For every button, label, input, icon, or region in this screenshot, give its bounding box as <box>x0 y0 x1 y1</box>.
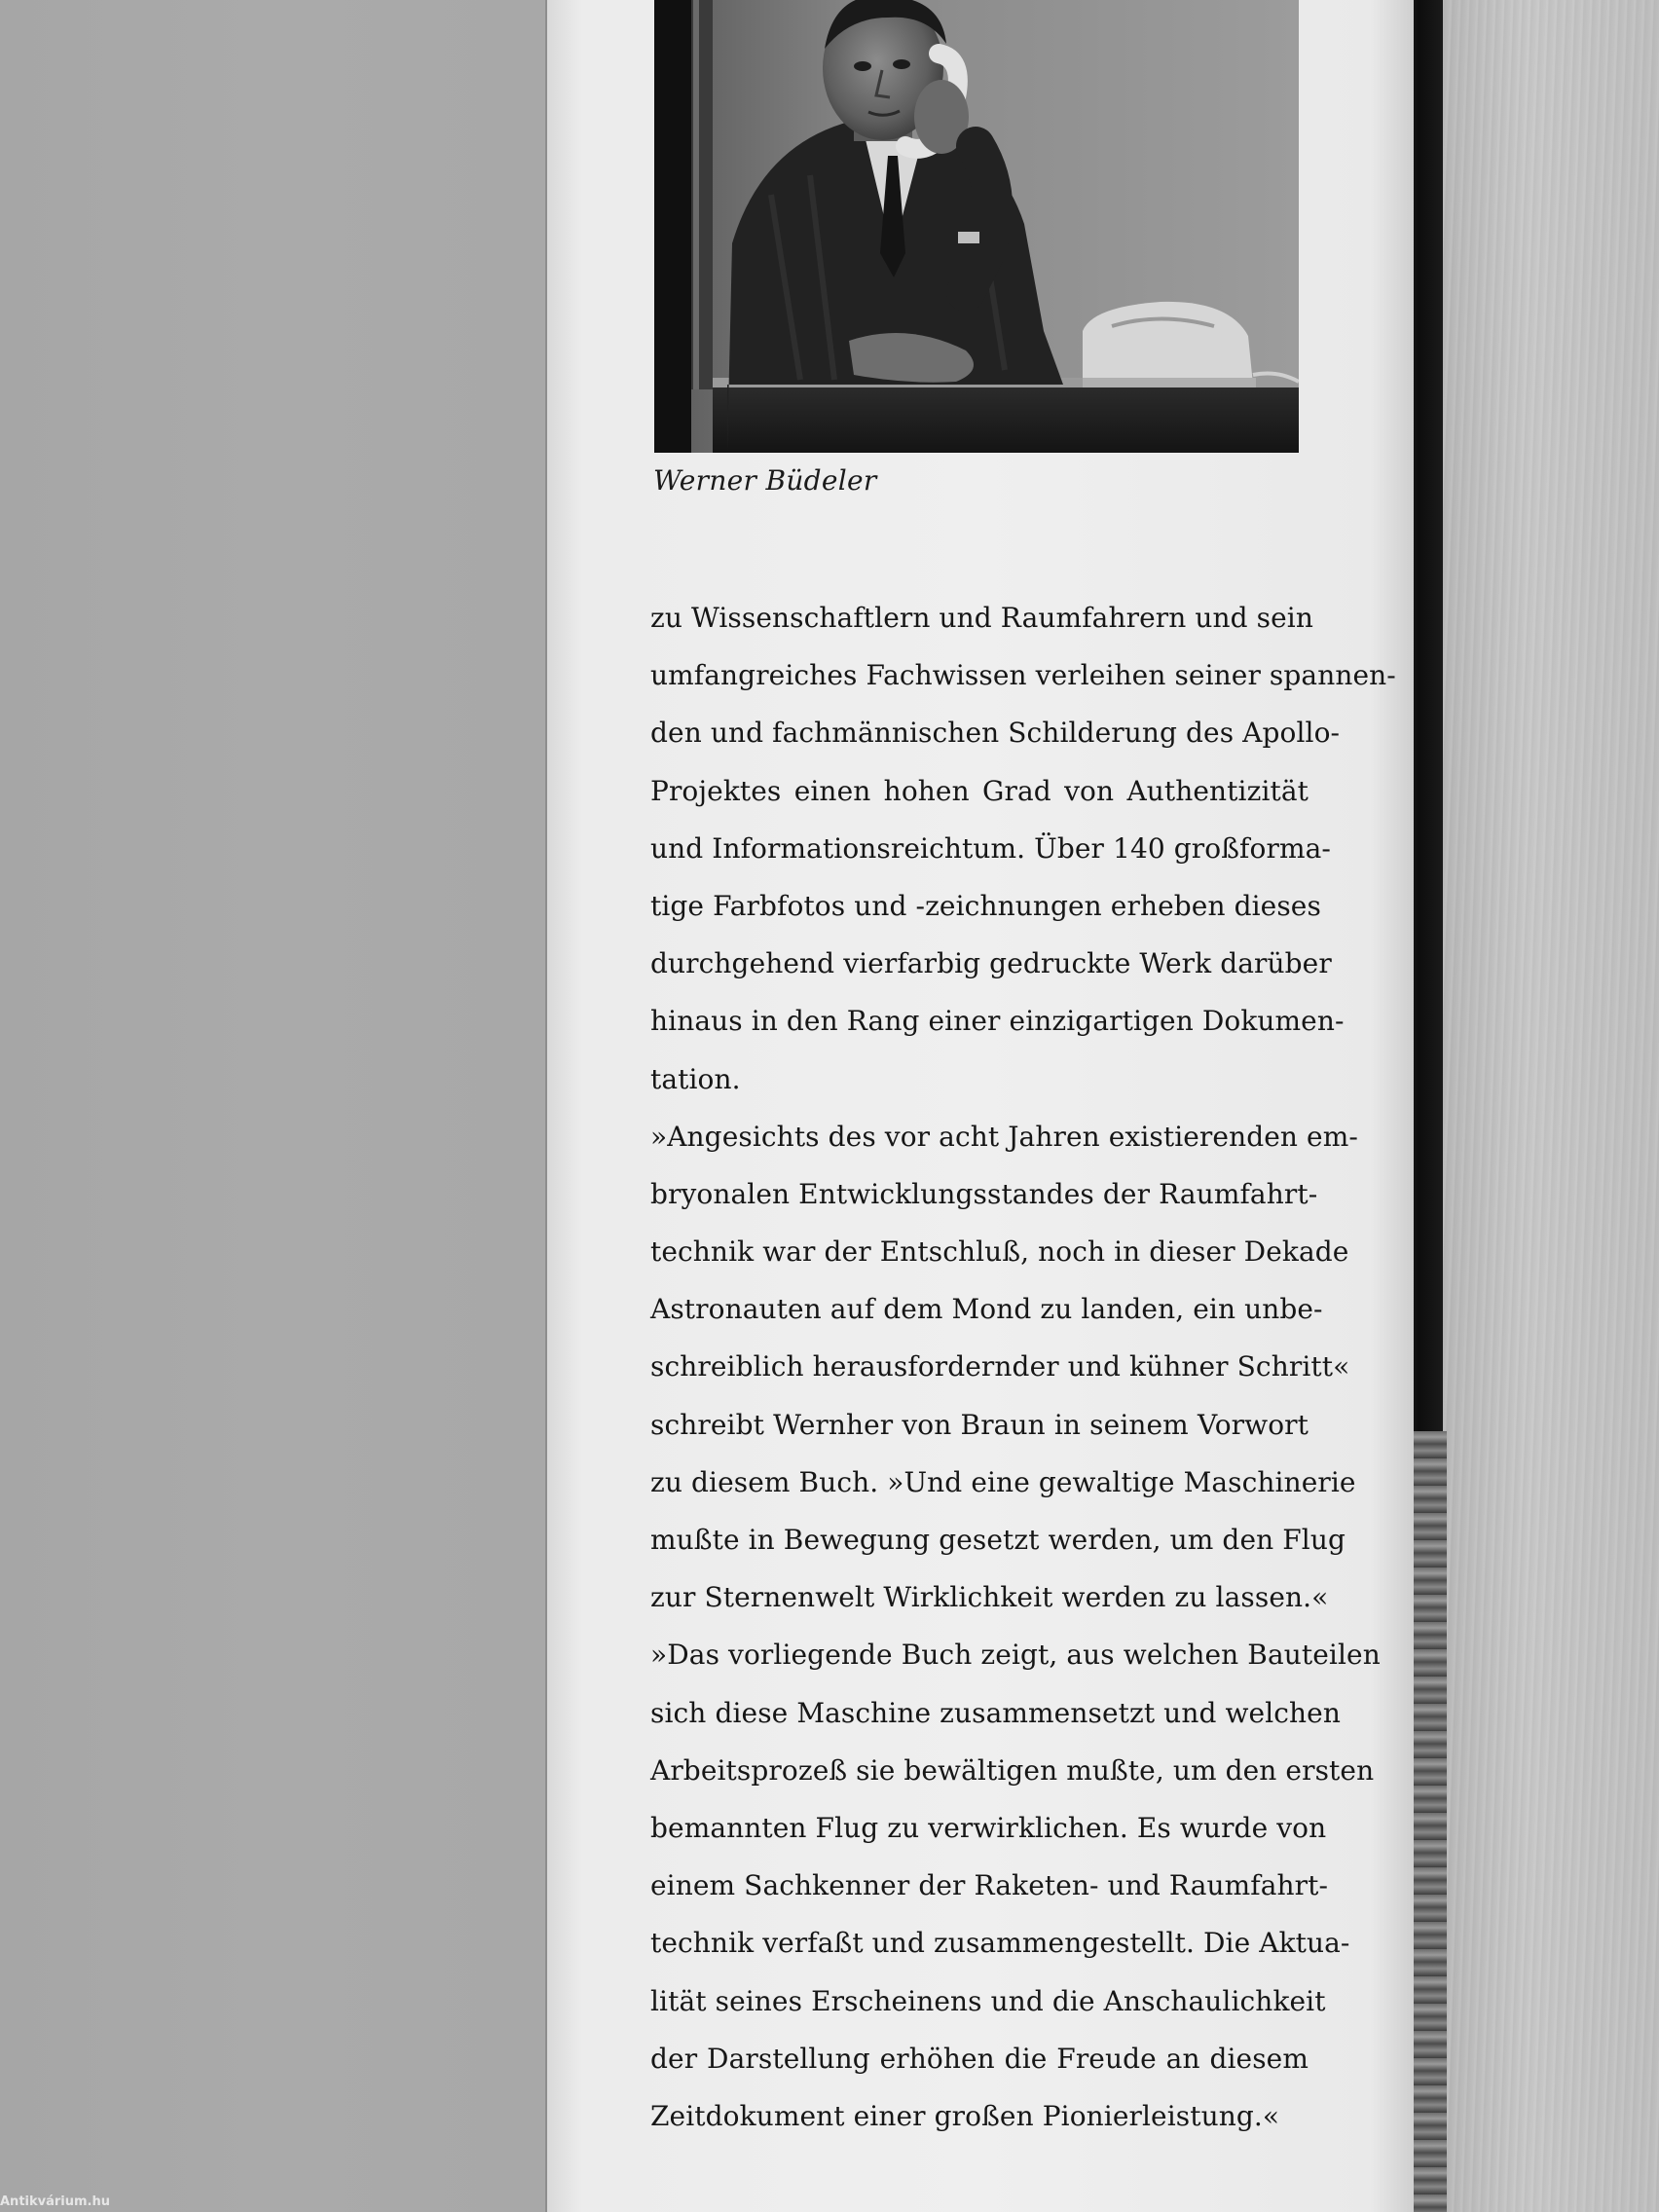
background-surface <box>0 0 545 2212</box>
text-line: zur Sternenwelt Wirklichkeit werden zu lassen.« <box>650 1581 1329 1614</box>
text-line: »Angesichts des vor acht Jahren existierenden em- <box>650 1120 1358 1153</box>
text-line: lität seines Erscheinens und die Anschaulichkeit <box>650 1984 1326 2017</box>
photo-caption: Werner Büdeler <box>653 464 877 497</box>
wood-wall-background <box>1441 0 1659 2212</box>
text-line: den und fachmännischen Schilderung des Apollo- <box>650 717 1341 750</box>
text-line: tige Farbfotos und -zeichnungen erheben dieses <box>650 889 1321 922</box>
text-line: umfangreiches Fachwissen verleihen seiner spannen- <box>650 659 1396 692</box>
text-line: bemannten Flug zu verwirklichen. Es wurde von <box>650 1811 1327 1844</box>
text-line: und Informationsreichtum. Über 140 großforma- <box>650 831 1331 865</box>
text-line: hinaus in den Rang einer einzigartigen Dokumen- <box>650 1005 1345 1038</box>
text-line: tation. <box>650 1062 741 1095</box>
text-line: schreiblich herausfordernder und kühner Schritt« <box>650 1350 1350 1383</box>
text-line: der Darstellung erhöhen die Freude an diesem <box>650 2042 1309 2075</box>
text-line: technik verfaßt und zusammengestellt. Die Aktua- <box>650 1927 1350 1960</box>
text-line: Arbeitsprozeß sie bewältigen mußte, um den ersten <box>650 1753 1375 1787</box>
text-line: Zeitdokument einer großen Pionierleistung.« <box>650 2099 1280 2132</box>
text-line: einem Sachkenner der Raketen- und Raumfahrt- <box>650 1869 1329 1902</box>
author-portrait-photo <box>654 0 1299 453</box>
jacket-blurb-text <box>650 595 1396 2151</box>
text-line: schreibt Wernher von Braun in seinem Vorwort <box>650 1408 1309 1441</box>
text-line: durchgehend vierfarbig gedruckte Werk darüber <box>650 947 1332 980</box>
text-line: mußte in Bewegung gesetzt werden, um den Flug <box>650 1524 1346 1556</box>
text-line: Astronauten auf dem Mond zu landen, ein unbe- <box>650 1293 1323 1326</box>
text-line: technik war der Entschluß, noch in dieser Dekade <box>650 1235 1349 1269</box>
text-line: sich diese Maschine zusammensetzt und welchen <box>650 1696 1341 1729</box>
text-line: zu Wissenschaftlern und Raumfahrern und sein <box>650 602 1313 634</box>
book-cover-photo-edge <box>1408 1431 1447 2212</box>
text-line: zu diesem Buch. »Und eine gewaltige Maschinerie <box>650 1465 1356 1498</box>
text-line: Projektes einen hohen Grad von Authentizität <box>650 774 1309 807</box>
text-line: »Das vorliegende Buch zeigt, aus welchen Bauteilen <box>650 1639 1381 1672</box>
site-watermark: Antikvárium.hu <box>0 2194 110 2209</box>
text-line: bryonalen Entwicklungsstandes der Raumfahrt- <box>650 1177 1318 1210</box>
